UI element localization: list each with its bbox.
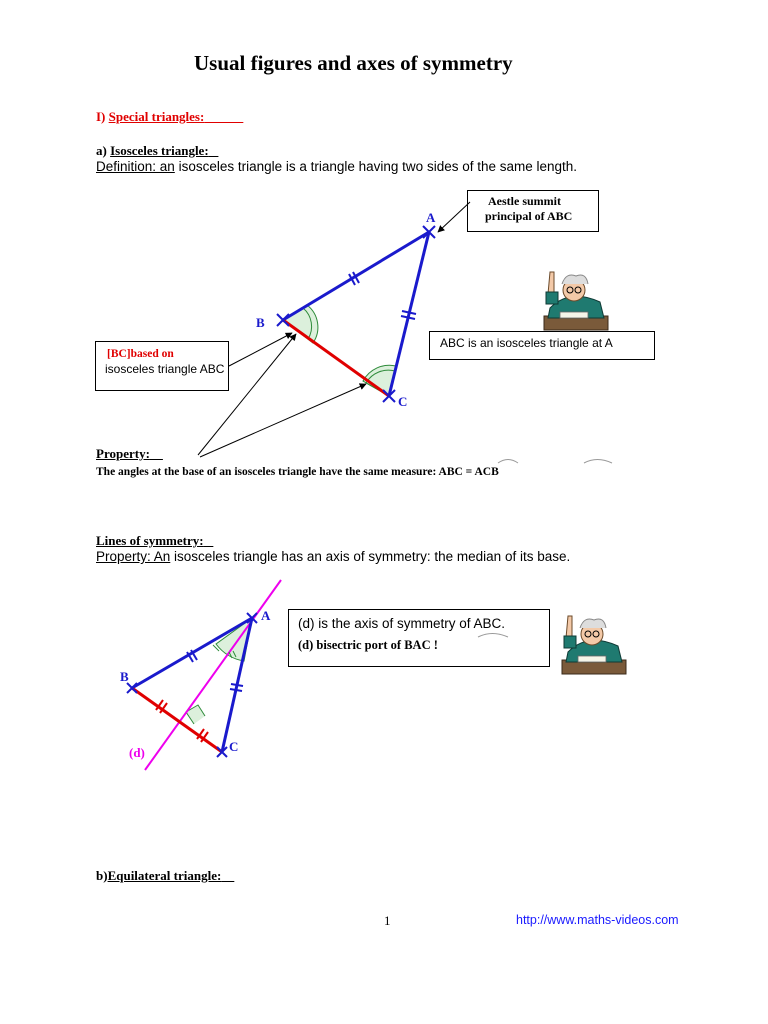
callout-base-black: isosceles triangle ABC xyxy=(105,362,225,376)
symmetry-figure xyxy=(120,580,508,770)
symmetry-heading-text: Lines of symmetry: xyxy=(96,533,204,548)
point-label-c: C xyxy=(398,394,408,409)
professor-icon xyxy=(562,616,626,674)
point-label-c-2: C xyxy=(229,739,239,754)
arrow-angle-c xyxy=(200,384,366,457)
callout-axis-line2: (d) bisectric port of BAC ! xyxy=(298,638,438,652)
side-ac xyxy=(389,232,429,396)
isosceles-figure xyxy=(198,202,612,463)
point-label-b: B xyxy=(256,315,265,330)
arrow-summit xyxy=(438,202,470,232)
page-title: Usual figures and axes of symmetry xyxy=(194,51,513,75)
point-label-a-2: A xyxy=(261,608,271,623)
property-text: The angles at the base of an isosceles triangle have the same measure: ABC = ACB xyxy=(96,466,499,478)
isosceles-heading-text: Isosceles triangle: xyxy=(110,143,209,158)
equilateral-heading-prefix: b) xyxy=(96,868,108,883)
symmetry-prop-text: isosceles triangle has an axis of symmetry: the median of its base. xyxy=(170,549,571,564)
angle-hat-acb xyxy=(584,460,612,464)
point-cross-b-2 xyxy=(127,683,137,693)
definition-label: Definition: an xyxy=(96,159,175,174)
page-number: 1 xyxy=(384,913,391,928)
callout-axis-line1: (d) is the axis of symmetry of ABC. xyxy=(298,616,506,631)
property-heading-text: Property: xyxy=(96,446,150,461)
side-bc xyxy=(283,320,389,396)
footer-link[interactable]: http://www.maths-videos.com xyxy=(516,913,679,927)
callout-summit-line1: Aestle summit xyxy=(488,194,561,208)
arrow-base xyxy=(229,333,292,366)
definition-text: isosceles triangle is a triangle having two sides of the same length. xyxy=(174,159,578,174)
callout-summit-line2: principal of ABC xyxy=(485,209,573,223)
callout-isosceles-text: ABC is an isosceles triangle at A xyxy=(440,336,613,350)
angle-hat-bac xyxy=(478,634,508,638)
angle-hat-abc xyxy=(498,460,518,464)
axis-label-d: (d) xyxy=(129,745,145,760)
point-label-b-2: B xyxy=(120,669,129,684)
professor-icon xyxy=(544,272,608,330)
callout-base-red: [BC]based on xyxy=(107,348,174,360)
section-label: Special triangles: xyxy=(108,109,205,124)
point-label-a: A xyxy=(426,210,436,225)
section-number: I) xyxy=(96,109,106,124)
isosceles-heading-prefix: a) xyxy=(96,143,107,158)
side-bc-2 xyxy=(132,688,222,752)
equilateral-heading-text: Equilateral triangle: xyxy=(107,868,222,883)
symmetry-prop-label: Property: An xyxy=(96,549,171,564)
